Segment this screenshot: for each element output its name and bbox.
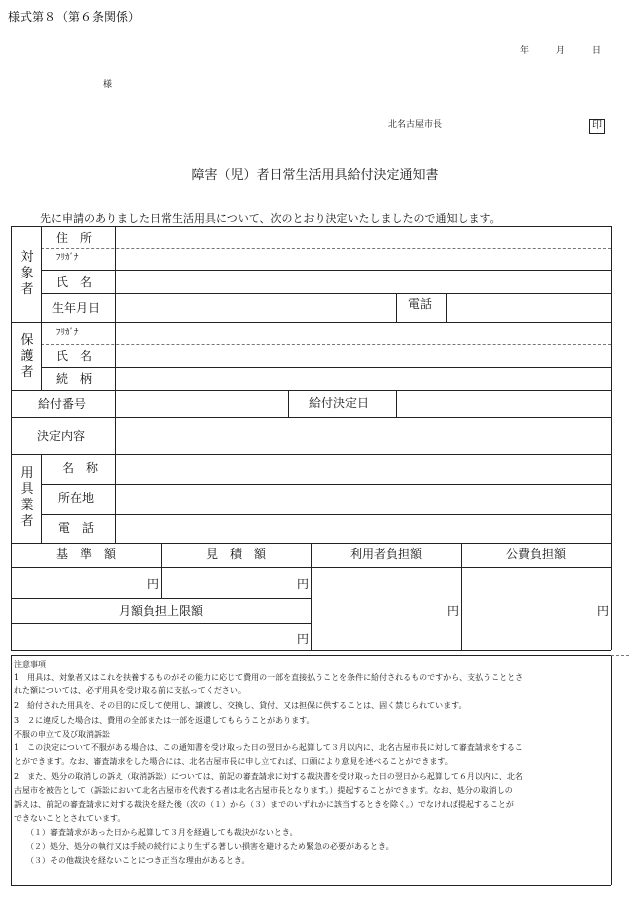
appeal-case-1: （１）審査請求があった日から起算して３月を経過しても裁決がないとき。 xyxy=(26,828,298,837)
subject-furigana-label: ﾌﾘｶﾞﾅ xyxy=(56,253,79,263)
appeal-case-3: （３）その他裁決を経ないことにつき正当な理由があるとき。 xyxy=(26,856,250,865)
document-title: 障害（児）者日常生活用具給付決定通知書 xyxy=(191,168,439,183)
vendor-phone-label: 電 話 xyxy=(58,521,95,535)
estimate-amount-header: 見 積 額 xyxy=(205,547,266,561)
note-3: 3 ２に違反した場合は、費用の全部または一部を返還してもらうことがあります。 xyxy=(14,716,315,725)
appeal-1b: とができます。なお、審査請求をした場合には、北名古屋市長に申し立てれば、口頭により意見を述べることができます。 xyxy=(14,757,453,766)
appeal-2b: 古屋市を被告として（訴訟において北名古屋市を代表する者は北名古屋市長となります。）提起することができます。なお、処分の取消しの xyxy=(14,786,513,795)
appeal-2c: 訴えは、前記の審査請求に対する裁決を経た後（次の（１）から（３）までのいずれかに該当するときを除く。）でなければ提起することが xyxy=(14,800,514,809)
estimate-yen-unit: 円 xyxy=(297,577,310,591)
public-burden-yen-unit: 円 xyxy=(597,604,610,618)
subject-group-label: 対象者 xyxy=(20,250,34,297)
appeal-1a: 1 この決定について不服がある場合は、この通知書を受け取った日の翌日から起算して３月以内に、北名古屋市長に対して審査請求をするこ xyxy=(14,743,523,752)
guardian-name-label: 氏 名 xyxy=(56,349,93,363)
subject-birthdate-label: 生年月日 xyxy=(52,301,101,315)
monthly-cap-label: 月額負担上限額 xyxy=(118,604,203,618)
issuer-name: 北名古屋市長 xyxy=(388,120,443,130)
note-1a: 1 用具は、対象者又はこれを扶養するものがその能力に応じて費用の一部を直接払うことを条件に給付されるものですから、支払うこととさ xyxy=(14,673,524,682)
appeal-2d: できないこととされています。 xyxy=(14,814,126,823)
vendor-group-label: 用具業者 xyxy=(20,466,34,529)
subject-address-label: 住 所 xyxy=(56,231,93,245)
recipient-honorific: 様 xyxy=(103,80,113,90)
subject-phone-label: 電話 xyxy=(408,297,433,311)
note-2: 2 給付された用具を、その目的に反して使用し、譲渡し、交換し、貸付、又は担保に供することは、固く禁じられています。 xyxy=(14,701,467,710)
vendor-name-label: 名 称 xyxy=(62,461,99,475)
form-number: 様式第８（第６条関係） xyxy=(8,10,141,24)
user-burden-header: 利用者負担額 xyxy=(349,547,422,561)
payment-number-label: 給付番号 xyxy=(38,397,87,411)
appeal-case-2: （２）処分、処分の執行又は手続の続行により生ずる著しい損害を避けるため緊急の必要があるとき。 xyxy=(26,842,394,851)
guardian-group-label: 保護者 xyxy=(20,333,34,380)
appeal-2a: 2 また、処分の取消しの訴え（取消訴訟）については、前記の審査請求に対する裁決書を受け取った日の翌日から起算して６月以内に、北名 xyxy=(14,772,523,781)
notes-heading: 注意事項 xyxy=(14,660,46,669)
vendor-location-label: 所在地 xyxy=(58,491,95,505)
standard-amount-header: 基 準 額 xyxy=(55,547,116,561)
note-1b: れた額については、必ず用具を受け取る前に支払ってください。 xyxy=(14,686,246,695)
public-burden-header: 公費負担額 xyxy=(505,547,566,561)
seal-mark: 印 xyxy=(589,119,605,134)
guardian-furigana-label: ﾌﾘｶﾞﾅ xyxy=(56,328,79,338)
decision-date-label: 給付決定日 xyxy=(309,396,370,410)
appeal-heading: 不服の申立て及び取消訴訟 xyxy=(14,730,110,739)
decision-content-label: 決定内容 xyxy=(37,429,86,443)
date-day-label: 日 xyxy=(592,46,602,56)
monthly-cap-yen-unit: 円 xyxy=(297,632,310,646)
standard-yen-unit: 円 xyxy=(147,577,160,591)
date-year-label: 年 xyxy=(520,46,530,56)
date-month-label: 月 xyxy=(556,46,566,56)
intro-text: 先に申請のありました日常生活用具について、次のとおり決定いたしましたので通知します。 xyxy=(40,212,501,225)
guardian-relation-label: 続 柄 xyxy=(56,372,93,386)
user-burden-yen-unit: 円 xyxy=(447,604,460,618)
subject-name-label: 氏 名 xyxy=(56,275,93,289)
